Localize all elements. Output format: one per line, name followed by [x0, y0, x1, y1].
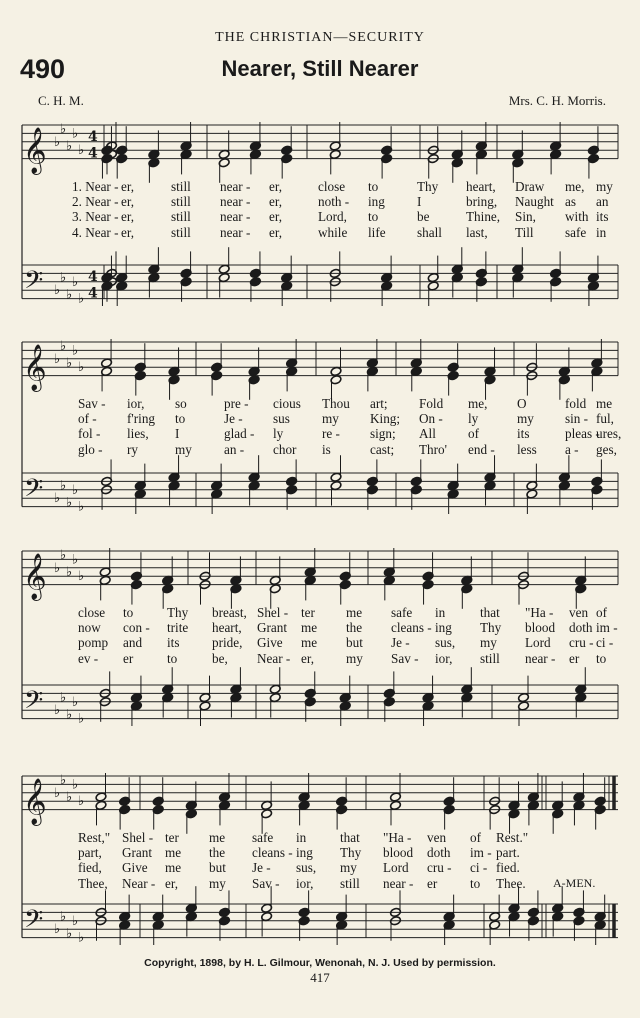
lyric-syllable: be, [212, 650, 228, 666]
flat-sign: ♭ [66, 139, 73, 154]
lyric-syllable: ven [427, 829, 447, 845]
lyric-syllable: pride, [212, 635, 243, 651]
lyric-syllable: cleans - [391, 619, 432, 635]
flat-sign: ♭ [78, 360, 85, 376]
lyric-syllable: still [171, 193, 191, 209]
lyric-syllable: er [569, 650, 580, 666]
lyric-syllable: me [346, 604, 363, 620]
lyric-syllable: ly [273, 426, 284, 442]
lyric-line [0, 179, 640, 195]
lyric-syllable: Near - [257, 650, 291, 666]
lyric-syllable: me, [565, 178, 585, 194]
lyric-syllable: trite [167, 619, 189, 635]
lyric-syllable: the [209, 844, 226, 860]
flat-sign: ♭ [54, 283, 61, 299]
flat-sign: ♭ [54, 560, 61, 576]
lyric-syllable: Naught [515, 193, 554, 209]
flat-sign: ♭ [78, 569, 85, 585]
flat-sign: ♭ [60, 270, 67, 286]
lyric-syllable: me, [468, 395, 488, 411]
hymn-number: 490 [20, 54, 66, 84]
lyric-syllable: I [175, 426, 180, 442]
lyric-syllable: Rest," [78, 829, 111, 845]
lyric-syllable: Give [122, 860, 148, 876]
flat-sign: ♭ [66, 495, 73, 511]
lyric-syllable: its [517, 426, 530, 442]
lyric-syllable: in [296, 829, 307, 845]
lyric-syllable: my [596, 178, 613, 194]
amen-text: A-MEN. [553, 875, 596, 890]
lyric-syllable: its [167, 635, 180, 651]
time-signature: 4 [88, 268, 98, 285]
lyric-syllable: Grant [122, 844, 153, 860]
lyric-syllable: to [175, 410, 186, 426]
bass-clef-icon: 𝄢 [24, 474, 44, 510]
flat-sign: ♭ [72, 552, 79, 568]
flat-sign: ♭ [66, 287, 73, 303]
lyric-syllable: ry [127, 441, 138, 457]
flat-sign: ♭ [72, 126, 79, 142]
lyric-syllable: Shel - [257, 604, 289, 620]
lyric-line [0, 194, 640, 210]
flat-sign: ♭ [60, 690, 67, 706]
lyric-syllable: Je - [252, 860, 271, 876]
lyric-syllable: ter [165, 829, 179, 845]
treble-clef-icon: 𝄞 [23, 778, 47, 825]
lyric-syllable: 3. Near - [72, 209, 119, 225]
flat-sign: ♭ [78, 794, 85, 810]
lyric-syllable: safe [391, 604, 413, 620]
lyric-syllable: an [596, 193, 609, 209]
treble-clef-icon: 𝄞 [23, 553, 47, 600]
lyric-syllable: ior, [296, 875, 314, 891]
lyric-syllable: er [427, 875, 438, 891]
lyric-syllable: er, [269, 193, 283, 209]
page-number: 417 [310, 970, 330, 985]
lyric-syllable: "Ha - [525, 604, 554, 620]
lyric-syllable: ci - [470, 860, 488, 876]
lyric-syllable: King; [370, 410, 401, 426]
time-signature: 4 [88, 128, 98, 145]
lyric-syllable: ing [435, 619, 452, 635]
lyric-syllable: er, [121, 193, 135, 209]
lyric-syllable: Thy [417, 178, 439, 194]
lyric-syllable: er, [269, 178, 283, 194]
lyric-syllable: near - [525, 650, 556, 666]
flat-sign: ♭ [54, 785, 61, 801]
lyric-syllable: blood [383, 844, 414, 860]
lyric-syllable: doth [569, 619, 593, 635]
lyric-syllable: my [209, 875, 226, 891]
lyric-line [0, 605, 640, 621]
lyric-line [0, 651, 640, 667]
lyric-syllable: still [340, 875, 360, 891]
lyric-syllable: Fold [419, 395, 444, 411]
lyric-syllable: a - [565, 441, 579, 457]
lyric-line [0, 426, 640, 442]
lyric-syllable: me [596, 395, 613, 411]
lyric-syllable: pleas - [565, 426, 600, 442]
flat-sign: ♭ [72, 343, 79, 359]
lyric-syllable: Give [257, 635, 283, 651]
lyric-syllable: fol - [78, 426, 101, 442]
lyric-syllable: ures, [596, 426, 622, 442]
flat-sign: ♭ [72, 777, 79, 793]
lyric-syllable: Thro' [419, 441, 448, 457]
lyric-syllable: cious [273, 395, 301, 411]
lyric-line [0, 225, 640, 241]
lyric-syllable: be [417, 209, 430, 225]
lyric-syllable: safe [252, 829, 274, 845]
lyric-syllable: Thy [167, 604, 189, 620]
lyric-syllable: Thy [480, 619, 502, 635]
lyric-syllable: still [480, 650, 500, 666]
flat-sign: ♭ [60, 478, 67, 494]
lyric-syllable: to [596, 650, 607, 666]
lyric-syllable: heart, [212, 619, 242, 635]
lyric-syllable: doth [427, 844, 451, 860]
lyric-syllable: in [596, 224, 607, 240]
lyric-syllable: pomp [78, 635, 109, 651]
flat-sign: ♭ [60, 773, 67, 789]
lyric-line [0, 635, 640, 651]
flat-sign: ♭ [78, 499, 85, 515]
lyric-syllable: f'ring [127, 410, 156, 426]
flat-sign: ♭ [54, 134, 61, 150]
lyric-syllable: er, [121, 209, 135, 225]
lyric-syllable: er, [269, 224, 283, 240]
lyric-syllable: er [123, 650, 134, 666]
lyric-syllable: Thou [322, 395, 350, 411]
lyric-syllable: but [346, 635, 363, 651]
lyric-syllable: my [322, 410, 339, 426]
lyric-line [0, 620, 640, 636]
lyric-syllable: part. [496, 844, 520, 860]
lyric-syllable: All [419, 426, 436, 442]
flat-sign: ♭ [60, 122, 67, 138]
lyric-syllable: Je - [224, 410, 243, 426]
lyric-syllable: fied. [496, 860, 520, 876]
lyric-syllable: now [78, 619, 101, 635]
lyric-syllable: to [167, 650, 178, 666]
lyric-syllable: ful, [596, 410, 614, 426]
lyric-syllable: with [565, 209, 589, 225]
lyric-syllable: part, [78, 844, 102, 860]
lyric-syllable: Till [515, 224, 534, 240]
lyric-syllable: Sav - [391, 650, 419, 666]
lyric-syllable: less [517, 441, 537, 457]
lyric-syllable: Je - [391, 635, 410, 651]
lyric-syllable: near - [220, 193, 251, 209]
lyric-syllable: sign; [370, 426, 396, 442]
lyric-syllable: glo - [78, 441, 103, 457]
lyric-syllable: near - [383, 875, 414, 891]
lyric-syllable: and [123, 635, 143, 651]
flat-sign: ♭ [78, 711, 85, 727]
lyric-syllable: Draw [515, 178, 545, 194]
lyric-syllable: me [301, 619, 318, 635]
flat-sign: ♭ [72, 913, 79, 929]
lyric-syllable: ven [569, 604, 589, 620]
lyric-syllable: me [165, 844, 182, 860]
flat-sign: ♭ [54, 491, 61, 507]
lyric-syllable: shall [417, 224, 442, 240]
lyric-line [0, 845, 640, 861]
lyric-syllable: Lord [383, 860, 409, 876]
flat-sign: ♭ [54, 351, 61, 367]
lyric-syllable: Thee. [496, 875, 526, 891]
lyric-line [0, 860, 640, 876]
lyric-syllable: but [209, 860, 226, 876]
lyric-syllable: of [468, 426, 479, 442]
bass-clef-icon: 𝄢 [24, 686, 44, 722]
lyric-syllable: to [368, 178, 379, 194]
flat-sign: ♭ [78, 143, 85, 159]
lyric-syllable: glad - [224, 426, 255, 442]
lyric-syllable: an - [224, 441, 245, 457]
lyric-syllable: ing [296, 844, 313, 860]
time-signature: 4 [88, 145, 98, 162]
lyric-syllable: safe [565, 224, 587, 240]
lyric-syllable: my [480, 635, 497, 651]
lyric-syllable: while [318, 224, 348, 240]
flat-sign: ♭ [66, 926, 73, 942]
lyric-syllable: er, [121, 178, 135, 194]
lyric-syllable: ci - [596, 635, 614, 651]
lyric-syllable: er, [165, 875, 179, 891]
lyric-line [0, 442, 640, 458]
lyric-syllable: my [346, 650, 363, 666]
lyric-syllable: ly [468, 410, 479, 426]
lyric-syllable: near - [220, 178, 251, 194]
lyric-line [0, 876, 640, 892]
flat-sign: ♭ [78, 291, 85, 307]
lyric-syllable: is [322, 441, 331, 457]
lyric-syllable: that [340, 829, 360, 845]
lyric-syllable: that [480, 604, 500, 620]
lyric-line [0, 396, 640, 412]
lyric-syllable: Thee, [78, 875, 108, 891]
lyric-syllable: blood [525, 619, 556, 635]
lyric-syllable: re - [322, 426, 340, 442]
lyric-syllable: im - [470, 844, 492, 860]
lyric-syllable: my [517, 410, 534, 426]
lyric-syllable: sus, [435, 635, 456, 651]
lyric-syllable: ev - [78, 650, 99, 666]
flat-sign: ♭ [72, 694, 79, 710]
lyric-syllable: sus [273, 410, 290, 426]
lyric-syllable: ing [368, 193, 385, 209]
composer-credit: C. H. M. [38, 93, 84, 108]
time-signature: 4 [88, 285, 98, 302]
flat-sign: ♭ [66, 565, 73, 580]
lyric-syllable: Thine, [466, 209, 501, 225]
lyric-syllable: Lord [525, 635, 551, 651]
lyric-syllable: my [340, 860, 357, 876]
flat-sign: ♭ [60, 339, 67, 355]
flat-sign: ♭ [60, 909, 67, 925]
lyric-syllable: bring, [466, 193, 498, 209]
hymn-title: Nearer, Still Nearer [221, 56, 419, 81]
lyric-syllable: er, [269, 209, 283, 225]
lyric-syllable: noth - [318, 193, 350, 209]
lyric-syllable: cru - [569, 635, 594, 651]
lyric-syllable: pre - [224, 395, 249, 411]
lyric-syllable: cleans - [252, 844, 293, 860]
lyric-syllable: to [123, 604, 134, 620]
lyric-syllable: Sav - [78, 395, 106, 411]
flat-sign: ♭ [66, 790, 73, 805]
lyric-syllable: Sin, [515, 209, 536, 225]
lyric-syllable: of - [78, 410, 97, 426]
lyric-syllable: as [565, 193, 576, 209]
flat-sign: ♭ [60, 548, 67, 564]
lyric-syllable: so [175, 395, 187, 411]
lyric-syllable: "Ha - [383, 829, 412, 845]
lyric-syllable: 2. Near - [72, 193, 119, 209]
lyric-syllable: near - [220, 224, 251, 240]
lyric-syllable: con - [123, 619, 150, 635]
lyric-syllable: On - [419, 410, 443, 426]
lyric-syllable: sin - [565, 410, 589, 426]
lyric-syllable: ter [301, 604, 315, 620]
lyric-syllable: life [368, 224, 386, 240]
lyric-syllable: Lord, [318, 209, 347, 225]
lyric-syllable: close [318, 178, 346, 194]
lyric-syllable: still [171, 224, 191, 240]
lyric-syllable: near - [220, 209, 251, 225]
lyric-syllable: lies, [127, 426, 149, 442]
lyric-syllable: Shel - [122, 829, 154, 845]
flat-sign: ♭ [66, 356, 73, 371]
lyric-syllable: me [301, 635, 318, 651]
bass-clef-icon: 𝄢 [24, 266, 44, 302]
lyric-syllable: cru - [427, 860, 452, 876]
lyric-syllable: fied, [78, 860, 102, 876]
author-credit: Mrs. C. H. Morris. [508, 93, 606, 108]
lyric-syllable: last, [466, 224, 488, 240]
lyric-syllable: fold [565, 395, 587, 411]
lyric-syllable: heart, [466, 178, 496, 194]
lyric-syllable: the [346, 619, 363, 635]
flat-sign: ♭ [72, 482, 79, 498]
lyric-syllable: Thy [340, 844, 362, 860]
lyric-syllable: in [435, 604, 446, 620]
lyric-line [0, 209, 640, 225]
lyric-syllable: me [209, 829, 226, 845]
lyric-syllable: close [78, 604, 106, 620]
lyric-syllable: ges, [596, 441, 617, 457]
bass-clef-icon: 𝄢 [24, 905, 44, 941]
treble-clef-icon: 𝄞 [23, 344, 47, 391]
lyric-syllable: my [175, 441, 192, 457]
lyric-syllable: 1. Near - [72, 178, 119, 194]
lyric-syllable: ior, [127, 395, 145, 411]
lyric-syllable: O [517, 395, 527, 411]
lyric-syllable: end - [468, 441, 495, 457]
lyric-syllable: breast, [212, 604, 247, 620]
lyric-syllable: me [165, 860, 182, 876]
lyric-syllable: im - [596, 619, 618, 635]
lyric-syllable: to [368, 209, 379, 225]
lyric-syllable: Sav - [252, 875, 280, 891]
flat-sign: ♭ [54, 922, 61, 938]
lyric-syllable: I [417, 193, 422, 209]
flat-sign: ♭ [72, 274, 79, 290]
lyric-syllable: still [171, 178, 191, 194]
lyric-syllable: er, [121, 224, 135, 240]
lyric-line [0, 411, 640, 427]
copyright-notice: Copyright, 1898, by H. L. Gilmour, Wenonah, N. J. Used by permission. [144, 957, 496, 969]
lyric-syllable: cast; [370, 441, 395, 457]
lyric-syllable: its [596, 209, 609, 225]
flat-sign: ♭ [66, 707, 73, 723]
flat-sign: ♭ [54, 703, 61, 719]
treble-clef-icon: 𝄞 [23, 127, 47, 174]
lyric-syllable: Near - [122, 875, 156, 891]
flat-sign: ♭ [78, 930, 85, 946]
lyric-syllable: Rest." [496, 829, 529, 845]
lyric-syllable: to [470, 875, 481, 891]
lyric-syllable: ior, [435, 650, 453, 666]
lyric-syllable: art; [370, 395, 388, 411]
lyric-syllable: Grant [257, 619, 288, 635]
lyric-syllable: er, [301, 650, 315, 666]
lyric-line [0, 830, 640, 846]
lyric-syllable: of [470, 829, 481, 845]
lyric-syllable: 4. Near - [72, 224, 119, 240]
lyric-syllable: of [596, 604, 607, 620]
lyric-syllable: chor [273, 441, 297, 457]
lyric-syllable: still [171, 209, 191, 225]
section-heading: THE CHRISTIAN—SECURITY [215, 30, 425, 45]
lyric-syllable: sus, [296, 860, 317, 876]
